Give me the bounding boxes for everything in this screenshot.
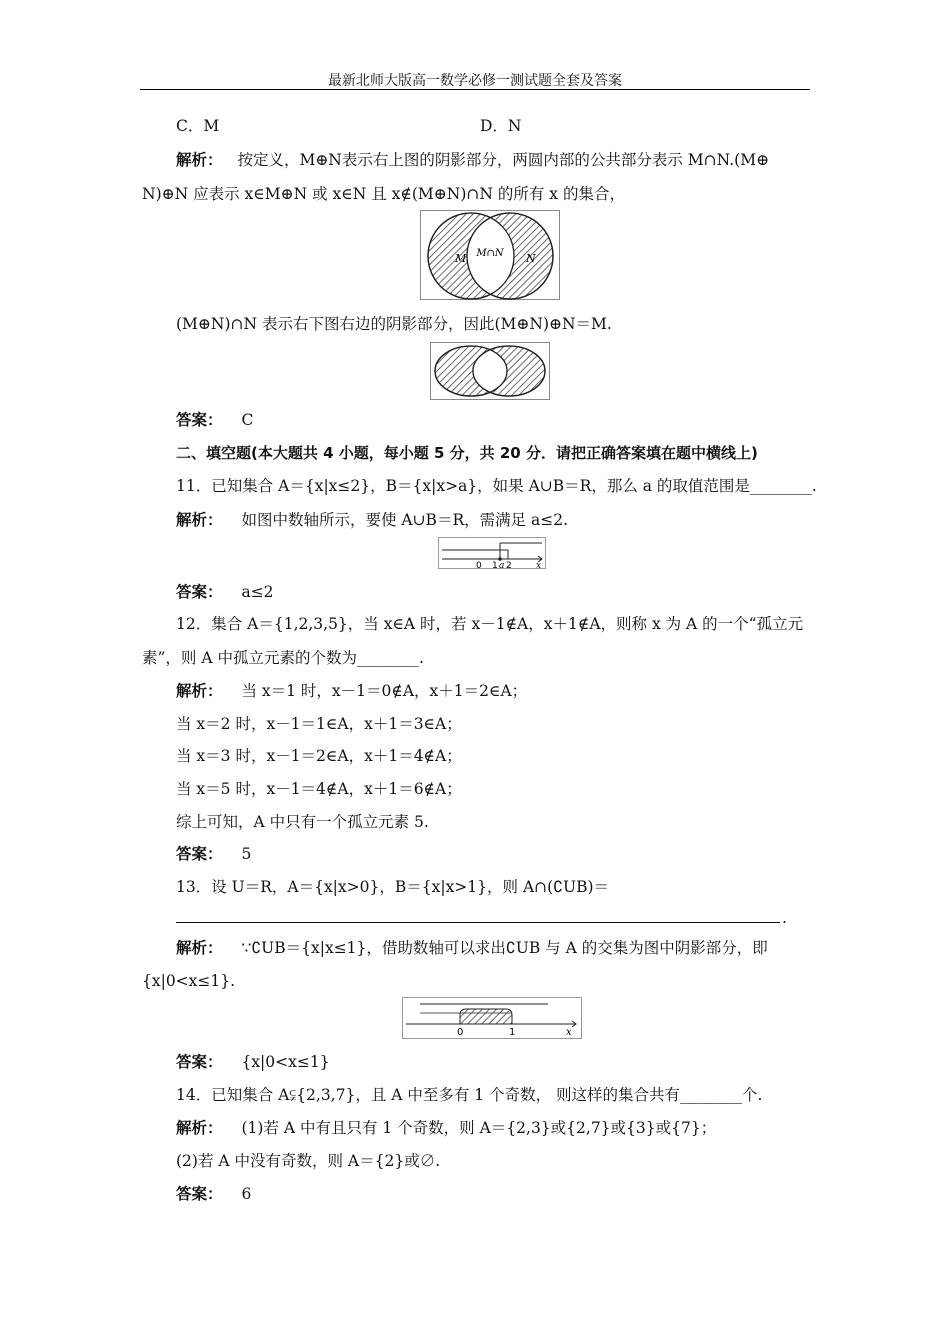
page-header: 最新北师大版高一数学必修一测试题全套及答案: [328, 73, 622, 89]
q10-solution-line-2: N)⊕N 应表示 x∈M⊕N 或 x∈N 且 x∉(M⊕N)∩N 的所有 x 的集合，: [142, 185, 625, 203]
q10-solution-line-3: (M⊕N)∩N 表示右下图右边的阴影部分，因此(M⊕N)⊕N＝M.: [176, 315, 612, 333]
q11-answer: a≤2: [241, 583, 274, 601]
q14-solution-case-1: (1)若 A 中有且只有 1 个奇数，则 A＝{2,3}或{2,7}或{3}或{7}；: [241, 1119, 717, 1137]
q14-question: 14．已知集合 A⫋{2,3,7}，且 A 中至多有 1 个奇数， 则这样的集合共有________个.: [176, 1086, 763, 1104]
q13-blank-period: .: [782, 909, 787, 927]
tick-label-a: a: [499, 561, 505, 569]
q12-question-line-1: 12．集合 A＝{1,2,3,5}，当 x∈A 时，若 x－1∉A，x＋1∉A，则称 x 为 A 的一个“孤立元: [176, 615, 804, 633]
q12-solution-step-4: 当 x＝5 时，x－1＝4∉A，x＋1＝6∉A；: [176, 780, 462, 798]
q12-solution-step-1: 当 x＝1 时，x－1＝0∉A，x＋1＝2∈A；: [241, 682, 528, 700]
tick-label-1: 1: [509, 1027, 516, 1038]
axis-label-x: x: [566, 1027, 572, 1038]
answer-label: 答案：: [176, 1185, 223, 1203]
solution-label: 解析：: [176, 1119, 223, 1137]
tick-label-1: 1: [492, 561, 498, 569]
venn-label-m: M: [455, 252, 467, 265]
q12-solution-step-2: 当 x＝2 时，x－1＝1∈A，x＋1＝3∈A；: [176, 715, 462, 733]
venn-label-intersection: M∩N: [476, 248, 504, 259]
q13-question: 13．设 U＝R，A＝{x|x>0}，B＝{x|x>1}，则 A∩(∁UB)＝: [176, 878, 610, 896]
tick-label-2: 2: [506, 561, 512, 569]
venn-label-n: N: [526, 252, 536, 265]
solution-label: 解析：: [176, 682, 223, 700]
q12-solution-step-3: 当 x＝3 时，x－1＝2∈A，x＋1＝4∉A；: [176, 747, 462, 765]
q10-solution-line-1: 按定义，M⊕N表示右上图的阴影部分，两圆内部的公共部分表示 M∩N.(M⊕: [237, 151, 770, 169]
solution-label: 解析：: [176, 939, 223, 957]
answer-label: 答案：: [176, 583, 223, 601]
venn-diagram-result: [430, 342, 550, 400]
tick-label-0: 0: [476, 561, 482, 569]
q14-solution-case-2: (2)若 A 中没有奇数，则 A＝{2}或∅.: [176, 1152, 441, 1170]
q12-answer: 5: [241, 845, 252, 863]
q10-answer: C: [241, 411, 254, 429]
q13-solution-line-1: ∵∁UB＝{x|x≤1}，借助数轴可以求出∁UB 与 A 的交集为图中阴影部分，即: [241, 939, 768, 957]
solution-label: 解析：: [176, 511, 223, 529]
q12-question-line-2: 素”，则 A 中孤立元素的个数为________.: [142, 649, 424, 667]
option-d: D．N: [480, 117, 522, 135]
answer-label: 答案：: [176, 411, 223, 429]
tick-label-0: 0: [457, 1027, 464, 1038]
header-rule: [140, 89, 810, 90]
option-c: C．M: [176, 117, 220, 135]
q13-answer: {x|0<x≤1}: [241, 1053, 330, 1071]
q13-answer-blank: [176, 922, 780, 923]
q14-answer: 6: [241, 1185, 252, 1203]
number-line-q11: [438, 537, 546, 569]
q11-solution: 如图中数轴所示，要使 A∪B＝R，需满足 a≤2.: [241, 511, 569, 529]
axis-label-x: x: [536, 561, 542, 569]
venn-diagram-symmetric-difference: [420, 210, 560, 300]
section-heading: 二、填空题(本大题共 4 小题，每小题 5 分，共 20 分．请把正确答案填在题中横线上): [176, 444, 758, 462]
q12-solution-conclusion: 综上可知，A 中只有一个孤立元素 5.: [176, 813, 429, 831]
solution-label: 解析：: [176, 151, 223, 169]
q11-question: 11．已知集合 A＝{x|x≤2}，B＝{x|x>a}，如果 A∪B＝R，那么 a 的取值范围是________.: [176, 477, 817, 495]
answer-label: 答案：: [176, 1053, 223, 1071]
number-line-q13: [402, 997, 582, 1039]
q13-solution-line-2: {x|0<x≤1}.: [142, 972, 236, 990]
answer-label: 答案：: [176, 845, 223, 863]
